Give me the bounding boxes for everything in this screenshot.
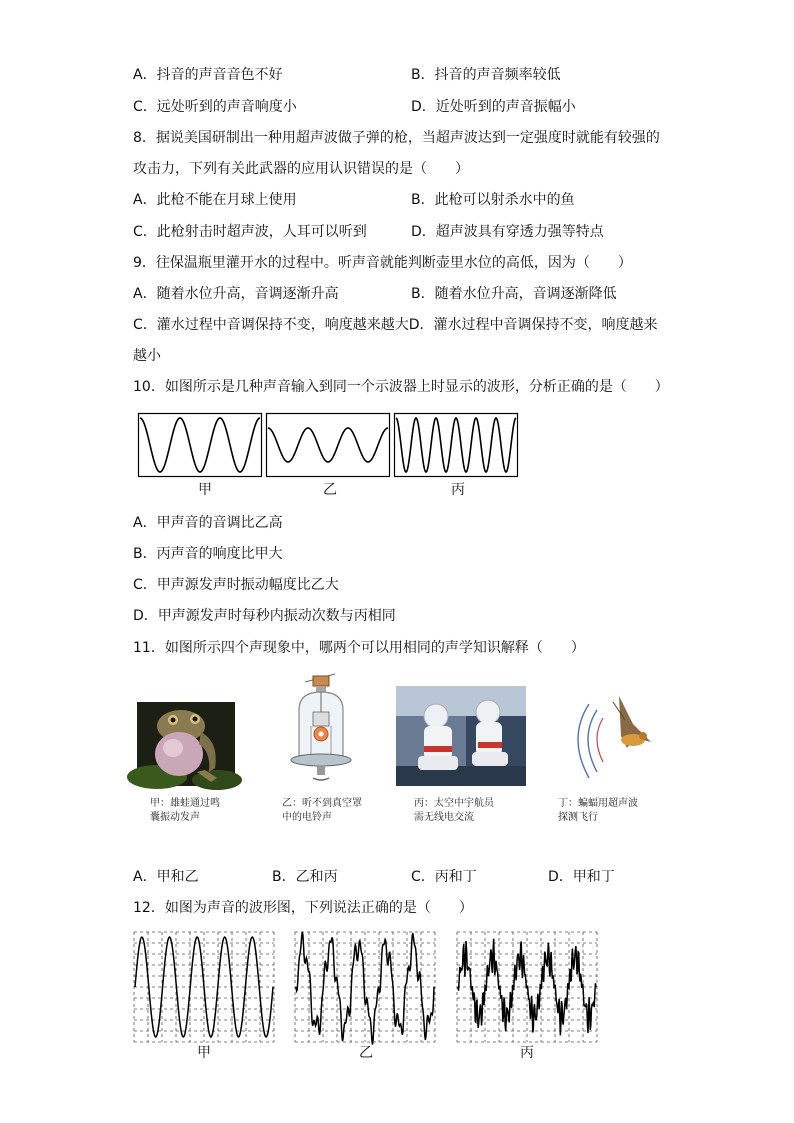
q9-option-cd: C．灌水过程中音调保持不变，响度越来越大D．灌水过程中音调保持不变，响度越来 [133,317,658,333]
q9-option-b: B．随着水位升高，音调逐渐降低 [411,286,617,302]
bell-jar-image [283,670,359,785]
astronauts-image [396,686,526,786]
caption-ding-line1: 丁：蝙蝠用超声波 [558,798,638,809]
q10-option-b: B．丙声音的响度比甲大 [133,546,283,562]
caption-yi-line2: 中的电铃声 [282,812,332,823]
q11-option-a: A．甲和乙 [133,869,199,885]
q10-label-jia: 甲 [198,482,212,498]
q11-option-b: B．乙和丙 [272,869,338,885]
caption-bing-line2: 需无线电交流 [414,812,474,823]
q8-option-a: A．此枪不能在月球上使用 [133,192,297,208]
q8-option-b: B．此枪可以射杀水中的鱼 [411,192,575,208]
q10-option-c: C．甲声源发声时振动幅度比乙大 [133,577,339,593]
q10-waveform-yi [266,413,390,477]
q12-stem: 12．如图为声音的波形图，下列说法正确的是（ ） [133,900,473,916]
q10-option-d: D．甲声源发声时每秒内振动次数与丙相同 [133,608,396,624]
q10-option-a: A．甲声音的音调比乙高 [133,515,283,531]
q7-option-d: D．近处听到的声音振幅小 [411,99,576,115]
q12-waveform-yi [294,931,436,1043]
q7-option-c: C．远处听到的声音响度小 [133,99,297,115]
q10-stem: 10．如图所示是几种声音输入到同一个示波器上时显示的波形，分析正确的是（ ） [133,379,669,395]
q12-label-yi: 乙 [359,1045,373,1061]
q8-stem-line2: 攻击力，下列有关此武器的应用认识错误的是（ ） [133,161,469,177]
q10-label-yi: 乙 [323,482,337,498]
q10-waveform-jia [138,413,262,477]
q12-waveform-bing [456,931,598,1043]
caption-bing-line1: 丙：太空中宇航员 [414,798,494,809]
q12-label-bing: 丙 [520,1045,534,1061]
q9-option-d-continued: 越小 [133,348,161,364]
q7-option-a: A．抖音的声音音色不好 [133,67,283,83]
q8-option-d: D．超声波具有穿透力强等特点 [411,224,604,240]
caption-jia-line2: 囊振动发声 [150,812,200,823]
q8-option-c: C．此枪射击时超声波，人耳可以听到 [133,224,367,240]
q11-stem: 11．如图所示四个声现象中，哪两个可以用相同的声学知识解释（ ） [133,640,585,656]
q8-stem-line1: 8．据说美国研制出一种用超声波做子弹的枪，当超声波达到一定强度时就能有较强的 [133,130,660,146]
q9-stem: 9．往保温瓶里灌开水的过程中。听声音就能判断壶里水位的高低，因为（ ） [133,255,632,271]
caption-jia-line1: 甲：雄蛙通过鸣 [150,798,220,809]
q11-option-d: D．甲和丁 [548,869,615,885]
q7-option-b: B．抖音的声音频率较低 [411,67,561,83]
q12-waveform-jia [133,931,275,1043]
q10-label-bing: 丙 [451,482,465,498]
frog-image [137,702,235,786]
q12-label-jia: 甲 [197,1045,211,1061]
caption-ding-line2: 探测飞行 [558,812,598,823]
q11-option-c: C．丙和丁 [411,869,477,885]
bat-image [573,690,657,786]
caption-yi-line1: 乙：听不到真空罩 [282,798,362,809]
q9-option-a: A．随着水位升高，音调逐渐升高 [133,286,339,302]
q10-waveform-bing [394,413,518,477]
